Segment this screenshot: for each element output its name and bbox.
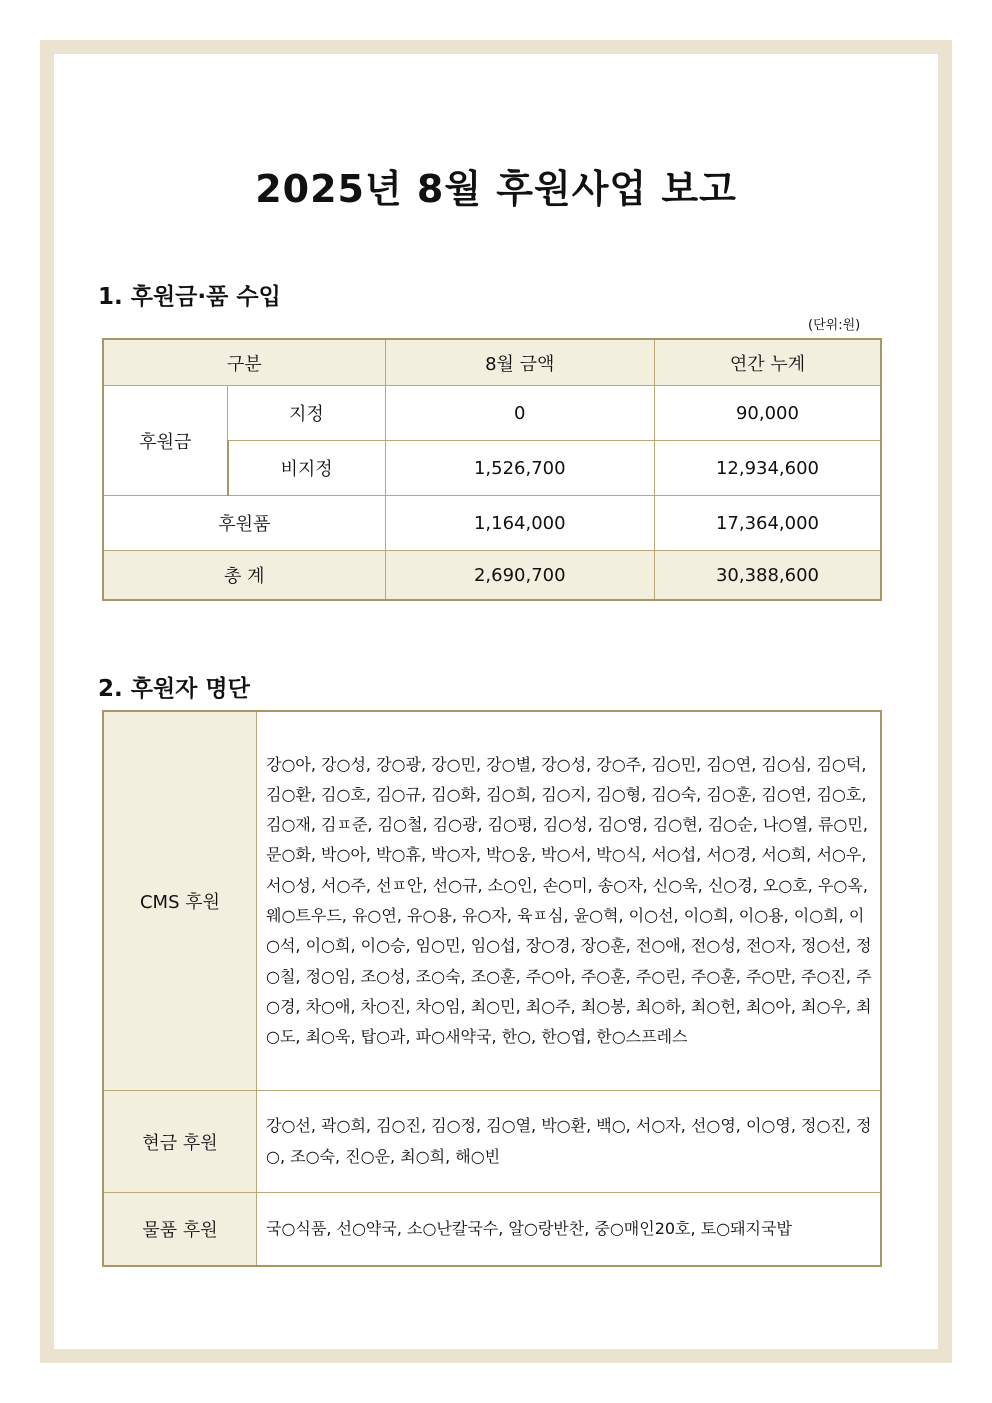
donor-table (102, 710, 882, 1267)
row-label: 지정 (228, 386, 385, 441)
group-label: CMS 후원 (103, 711, 257, 1091)
unit-note: (단위:원) (808, 318, 861, 333)
row-year: 12,934,600 (654, 441, 881, 496)
section1-heading: 1. 후원금·품 수입 (98, 284, 281, 310)
row-year: 90,000 (654, 386, 881, 441)
report-title: 2025년 8월 후원사업 보고 (255, 167, 737, 211)
goods-year: 17,364,000 (654, 496, 881, 551)
goods-label: 후원품 (103, 496, 385, 551)
header-category: 구분 (103, 339, 385, 386)
total-year: 30,388,600 (654, 551, 881, 601)
income-header-row (103, 339, 881, 386)
donor-group-row (103, 1091, 881, 1193)
header-year-total: 연간 누계 (654, 339, 881, 386)
total-row (103, 551, 881, 601)
goods-month: 1,164,000 (385, 496, 654, 551)
group-names: 강○아, 강○성, 강○광, 강○민, 강○별, 강○성, 강○주, 김○민, 김○연, 김○심, 김○덕, 김○환, 김○호, 김○규, 김○화, 김○희, 김○지, 김○형, 김○숙, 김○훈, 김○연, 김○호, 김○재, 김ㅍ준, 김○철, 김○광, 김○평, 김○성, 김○영, 김○현, 김○순, 나○열, 류○민, 문○화, 박○아, 박○휴, 박○자, 박○웅, 박○서, 박○식, 서○섭, 서○경, 서○희, 서○우, 서○성, 서○주, 선ㅍ안, 선○규, 소○인, 손○미, 송○자, 신○욱, 신○경, 오○호, 우○옥, 웨○트우드, 유○연, 유○용, 유○자, 육ㅍ심, 윤○혁, 이○선, 이○희, 이○용, 이○희, 이○석, 이○희, 이○승, 임○민, 임○섭, 장○경, 장○훈, 전○애, 전○성, 전○자, 정○선, 정○칠, 정○임, 조○성, 조○숙, 조○훈, 주○아, 주○훈, 주○린, 주○훈, 주○만, 주○진, 주○경, 차○애, 차○진, 차○임, 최○민, 최○주, 최○봉, 최○하, 최○헌, 최○아, 최○우, 최○도, 최○욱, 탑○과, 파○새약국, 한○, 한○엽, 한○스프레스 (257, 711, 882, 1091)
donor-group-row (103, 711, 881, 1091)
group-label: 현금 후원 (103, 1091, 257, 1193)
total-label: 총 계 (103, 551, 385, 601)
donation-label: 후원금 (103, 386, 228, 496)
income-table (102, 338, 882, 601)
row-label: 비지정 (228, 441, 385, 496)
row-month: 0 (385, 386, 654, 441)
row-month: 1,526,700 (385, 441, 654, 496)
section2-heading: 2. 후원자 명단 (98, 676, 250, 702)
group-label: 물품 후원 (103, 1193, 257, 1267)
header-month-amount: 8월 금액 (385, 339, 654, 386)
total-month: 2,690,700 (385, 551, 654, 601)
group-names: 국○식품, 선○약국, 소○난칼국수, 알○랑반찬, 중○매인20호, 토○돼지국밥 (257, 1193, 882, 1267)
donor-group-row (103, 1193, 881, 1267)
table-row (103, 496, 881, 551)
table-row (103, 386, 881, 441)
group-names: 강○선, 곽○희, 김○진, 김○정, 김○열, 박○환, 백○, 서○자, 선○영, 이○영, 정○진, 정○, 조○숙, 진○운, 최○희, 해○빈 (257, 1091, 882, 1193)
